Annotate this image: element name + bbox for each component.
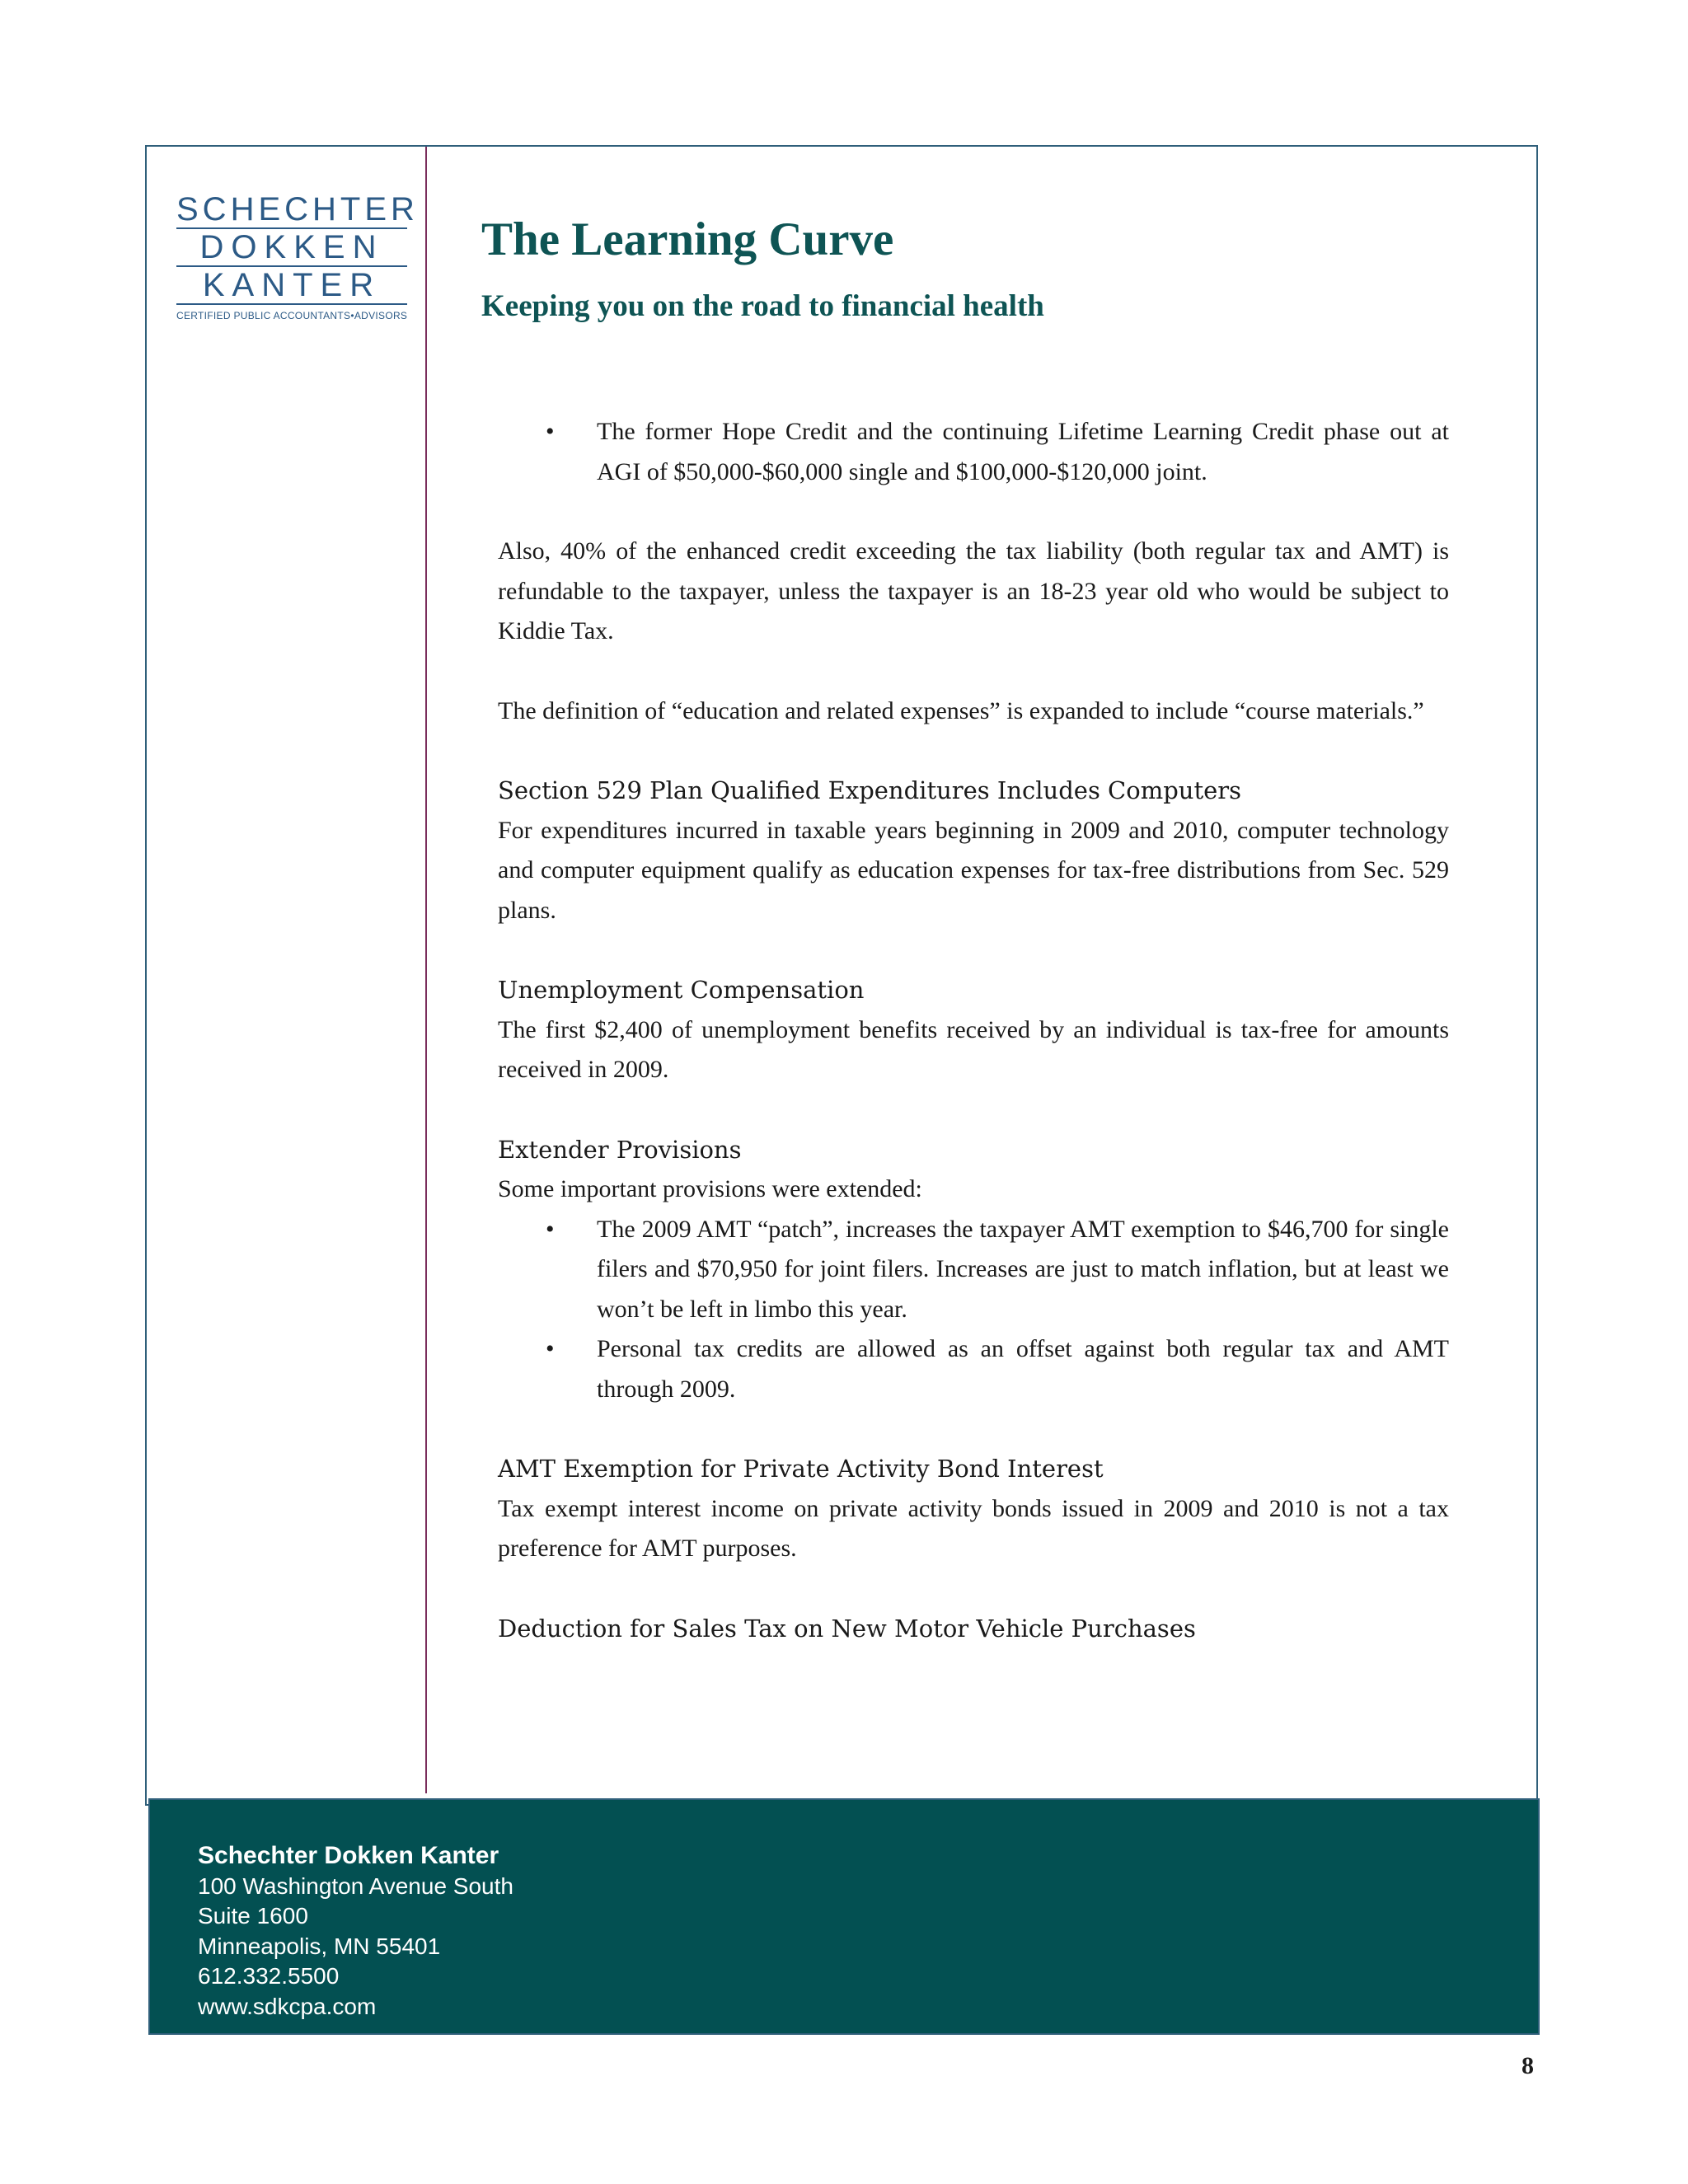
main-content bbox=[498, 412, 1449, 1648]
footer-city-state-zip: Minneapolis, MN 55401 bbox=[198, 1933, 441, 1959]
section-heading-amt: AMT Exemption for Private Activity Bond Interest bbox=[498, 1455, 1104, 1483]
list-item: • The 2009 AMT “patch”, increases the taxpayer AMT exemption to $46,700 for single filers and $70,950 for joint filers. Increases are just to match inflation, but at least we won’t be left in limbo this year. bbox=[597, 1210, 1449, 1330]
section-heading-unemployment: Unemployment Compensation bbox=[498, 976, 865, 1004]
list-item: • The former Hope Credit and the continuing Lifetime Learning Credit phase out at AGI of $50,000-$60,000 single and $100,000-$120,000 joint. bbox=[597, 412, 1449, 492]
page-title: The Learning Curve bbox=[481, 213, 894, 265]
section-heading-sales-tax: Deduction for Sales Tax on New Motor Vehicle Purchases bbox=[498, 1614, 1196, 1643]
paragraph-amt: Tax exempt interest income on private activity bonds issued in 2009 and 2010 is not a tax preference for AMT purposes. bbox=[498, 1494, 1449, 1562]
footer-firm-name: Schechter Dokken Kanter bbox=[198, 1842, 499, 1869]
paragraph-definition: The definition of “education and related expenses” is expanded to include “course materials.” bbox=[498, 696, 1424, 724]
logo-line-kanter: KANTER bbox=[176, 269, 407, 305]
paragraph-refundable: Also, 40% of the enhanced credit exceeding the tax liability (both regular tax and AMT) is refundable to the taxpayer, unless the taxpayer is an 18-23 year old who would be subject to Kiddie Tax. bbox=[498, 537, 1449, 644]
list-item: • Personal tax credits are allowed as an offset against both regular tax and AMT through 2009. bbox=[597, 1329, 1449, 1409]
company-logo bbox=[176, 191, 419, 321]
paragraph-extender-intro: Some important provisions were extended: bbox=[498, 1175, 922, 1202]
footer-address-line2: Suite 1600 bbox=[198, 1903, 308, 1929]
logo-line-schechter: SCHECHTER bbox=[176, 191, 419, 227]
phaseout-bullet-list bbox=[498, 412, 1449, 492]
page-number: 8 bbox=[1522, 2052, 1534, 2079]
logo-tagline: CERTIFIED PUBLIC ACCOUNTANTS•ADVISORS bbox=[176, 310, 408, 321]
section-heading-529: Section 529 Plan Qualified Expenditures Includes Computers bbox=[498, 776, 1242, 804]
logo-line-dokken: DOKKEN bbox=[176, 231, 407, 267]
page-subtitle: Keeping you on the road to financial health bbox=[481, 289, 1044, 323]
paragraph-529: For expenditures incurred in taxable years beginning in 2009 and 2010, computer technology and computer equipment qualify as education expenses for tax-free distributions from Sec. 529 plans. bbox=[498, 816, 1449, 924]
footer-banner bbox=[148, 1798, 1540, 2035]
footer-contact bbox=[198, 1841, 513, 2022]
extender-bullet-list bbox=[498, 1210, 1449, 1410]
vertical-divider bbox=[425, 147, 427, 1793]
footer-website-link[interactable]: www.sdkcpa.com bbox=[198, 1993, 377, 2019]
footer-address-line1: 100 Washington Avenue South bbox=[198, 1872, 513, 1899]
footer-phone: 612.332.5500 bbox=[198, 1963, 340, 1989]
paragraph-unemployment: The first $2,400 of unemployment benefits received by an individual is tax-free for amounts received in 2009. bbox=[498, 1015, 1449, 1083]
section-heading-extender: Extender Provisions bbox=[498, 1135, 742, 1164]
